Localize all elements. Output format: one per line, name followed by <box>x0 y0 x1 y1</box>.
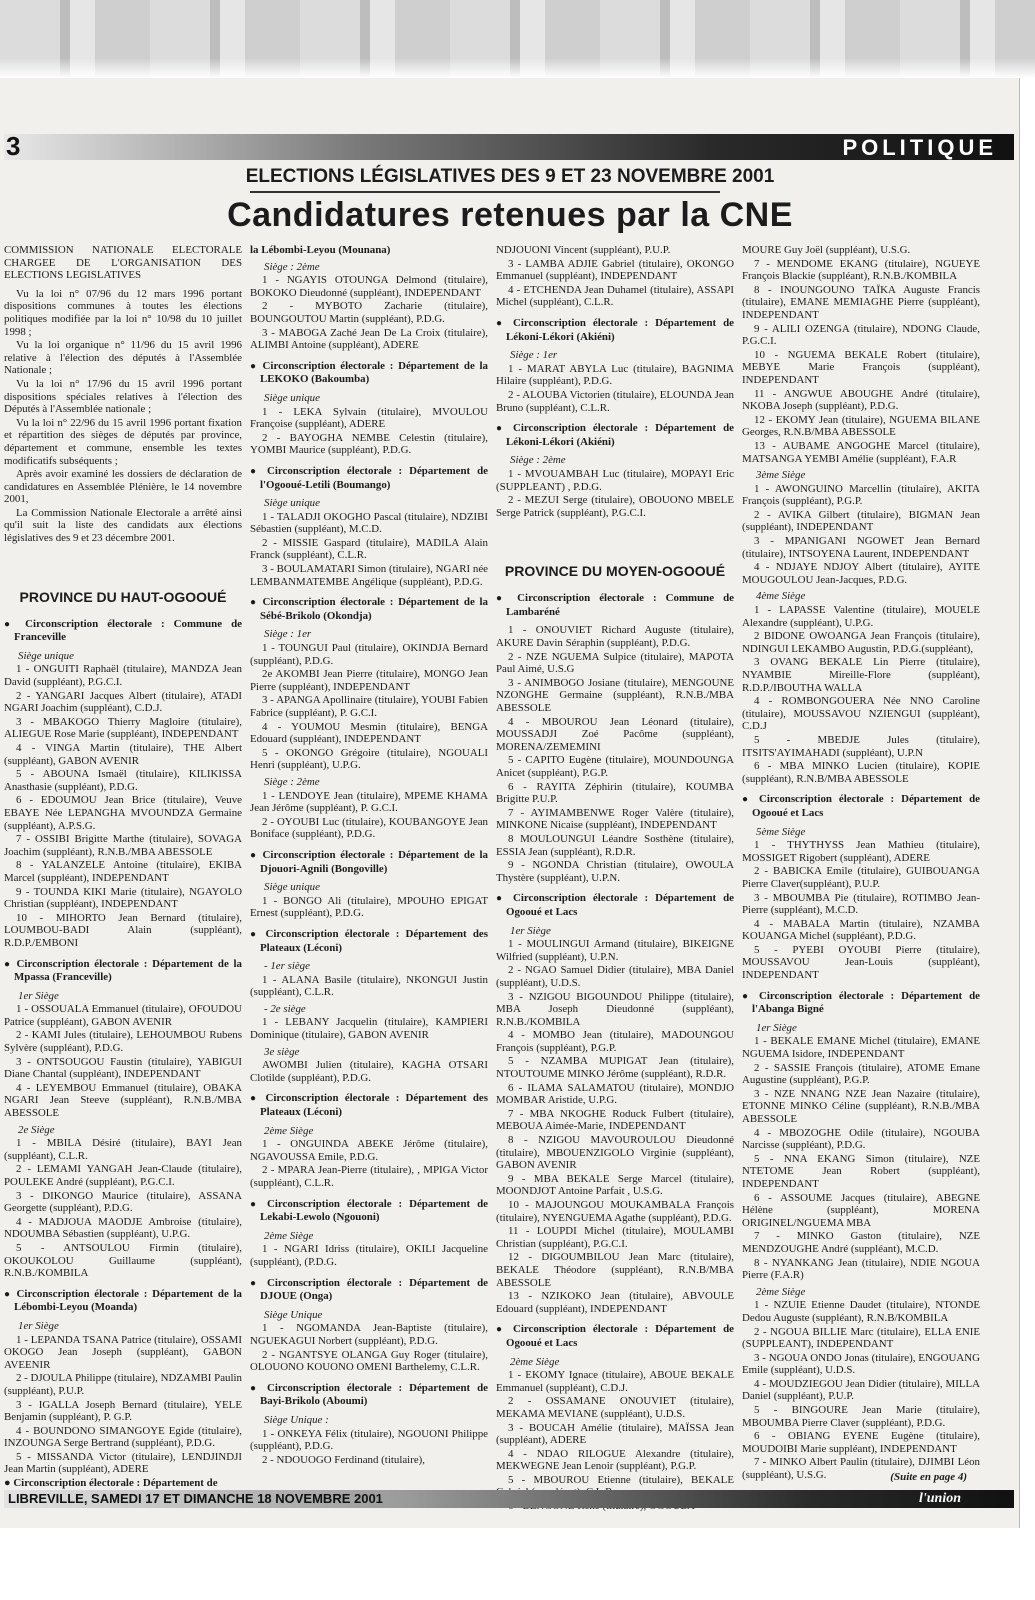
candidate-entry: 2 - NGOUA BILLIE Marc (titulaire), ELLA ENIE (SUPPLEANT), INDEPENDANT <box>742 1325 980 1351</box>
candidate-entry: 2 - ALOUBA Victorien (titulaire), ELOUNDA Jean Bruno (suppléant), C.L.R. <box>496 388 734 414</box>
column-3 <box>496 244 734 1486</box>
candidate-entry: 3 - ANIMBOGO Josiane (titulaire), MENGOUNE NZONGHE Germaine (suppléant), R.N.B./MBA ABESSOLE <box>496 676 734 715</box>
candidate-entry: 1 - NGAYIS OTOUNGA Delmond (titulaire), BOKOKO Dieudonné (suppléant), INDEPENDANT <box>250 274 488 299</box>
candidate-entry: 6 - ASSOUME Jacques (titulaire), ABEGNE Hélène (suppléant), MORENA ORIGINEL/NGUEMA MBA <box>742 1191 980 1229</box>
candidate-entry: 5 - BINGOURE Jean Marie (titulaire), MBOUMBA Pierre Claver (suppléant), P.D.G. <box>742 1404 980 1429</box>
circonscription-heading: ● Circonscription électorale : Département de la Mpassa (Franceville) <box>4 957 242 984</box>
candidate-entry: 1 - LEPANDA TSANA Patrice (titulaire), OSSAMI OKOGO Jean Joseph (suppléant), GABON AVEENIR <box>4 1333 242 1371</box>
candidate-entry: 10 - MIHORTO Jean Bernard (titulaire), LOUMBOU-BADI Alain (suppléant), R.D.P./EMBONI <box>4 911 242 949</box>
circonscription-heading: ● Circonscription électorale : Commune de Lambaréné <box>496 592 734 618</box>
siege-label: 2e Siège <box>18 1123 55 1136</box>
candidate-entry: 8 - YALANZELE Antoine (titulaire), EKIBA Marcel (suppléant), INDEPENDANT <box>4 859 242 884</box>
candidate-entry: 1 - LENDOYE Jean (titulaire), MPEME KHAMA Jean Jérôme (suppléant), P. G.C.I. <box>250 789 488 815</box>
siege-label: 2ème Siège <box>264 1229 314 1242</box>
siege-label: 3ème Siège <box>756 469 806 482</box>
candidate-entry: 4 - ROMBONGOUERA Née NNO Caroline (titulaire), MOUSSAVOU NZIENGUI (suppléant), C.D.J <box>742 695 980 733</box>
candidate-entry: 5 - MBOUROU Etienne (titulaire), BEKALE <box>508 1473 734 1486</box>
candidate-entry: 13 - NZIKOKO Jean (titulaire), ABVOULE Edouard (suppléant), INDEPENDANT <box>496 1290 734 1315</box>
candidate-entry: 4 - MOMBO Jean (titulaire), MADOUNGOU François (suppléant), P.G.P. <box>496 1029 734 1054</box>
column-2 <box>250 244 488 1466</box>
continued-heading-lead: la Lébombi-Leyou (Mounana) <box>250 244 391 256</box>
candidate-entry: 5 - CAPITO Eugène (titulaire), MOUNDOUNGA Anicet (suppléant), P.G.P. <box>496 754 734 779</box>
candidate-entry: 7 - MENDOME EKANG (titulaire), NGUEYE François Blackie (suppléant), R.N.B./KOMBILA <box>742 257 980 283</box>
kicker-rule <box>250 191 720 193</box>
siege-label: Siège : 2ème <box>264 775 320 788</box>
candidate-entry: 7 - MBA NKOGHE Roduck Fulbert (titulaire), MEBOUA Aimée-Marie, INDEPENDANT <box>496 1107 734 1133</box>
siege-label: Siège unique <box>264 497 320 510</box>
candidate-entry: 3 - MBAKOGO Thierry Magloire (titulaire), ALIEGUE Rose Marie (suppléant), INDEPENDANT <box>4 715 242 741</box>
candidate-entry: 2 - AVIKA Gilbert (titulaire), BIGMAN Jean (suppléant), INDEPENDANT <box>742 508 980 534</box>
circonscription-heading: ● Circonscription électorale : Département de DJOUE (Onga) <box>250 1276 488 1303</box>
intro-paragraph: Après avoir examiné les dossiers de déclaration de candidatures en Assemblée Plénière, le 14 novembre 2001, <box>4 468 242 506</box>
headline: Candidatures retenues par la CNE <box>227 196 793 234</box>
siege-label: - 2e siège <box>264 1002 306 1015</box>
kicker: ELECTIONS LÉGISLATIVES DES 9 ET 23 NOVEMBRE 2001 <box>245 166 775 187</box>
siege-label: Siège unique <box>264 391 320 404</box>
candidate-entry: 1 - LAPASSE Valentine (titulaire), MOUELE Alexandre (suppléant), U.P.G. <box>742 604 980 629</box>
candidate-entry: 5 - ABOUNA Ismaël (titulaire), KILIKISSA Anasthasie (suppléant), P.D.G. <box>4 768 242 793</box>
candidate-entry: 1 - LEKA Sylvain (titulaire), MVOULOU Françoise (suppléant), ADERE <box>250 405 488 431</box>
intro-heading: COMMISSION NATIONALE ELECTORALE CHARGEE DE L'ORGANISATION DES ELECTIONS LEGISLATIVES <box>4 244 242 282</box>
candidate-entry: 1 - BONGO Ali (titulaire), MPOUHO EPIGAT Ernest (suppléant), P.D.G. <box>250 894 488 920</box>
column-1 <box>4 244 242 1490</box>
candidate-entry: 3 - BOUCAH Amélie (titulaire), MAÏSSA Jean (suppléant), ADERE <box>496 1421 734 1447</box>
candidate-entry: 2 - YANGARI Jacques Albert (titulaire), ATADI NGARI Joachim (suppléant), C.D.J. <box>4 689 242 715</box>
candidate-entry: 1 - ONOUVIET Richard Auguste (titulaire), AKURE Davin Séraphin (suppléant), P.D.G. <box>496 624 734 650</box>
siege-label: 2ème Siège <box>264 1124 314 1137</box>
newspaper-page <box>0 78 1020 1528</box>
candidate-entry: 11 - LOUPDI Michel (titulaire), MOULAMBI Christian (suppléant), P.G.C.I. <box>496 1225 734 1250</box>
candidate-entry: 7 - AYIMAMBENWE Roger Valère (titulaire), MINKONE Nicaise (suppléant), INDEPENDANT <box>496 806 734 832</box>
candidate-entry: 4 - MABALA Martin (titulaire), NZAMBA KOUANGA Michel (suppléant), P.D.G. <box>742 917 980 943</box>
candidate-entry: 1 - NGARI Idriss (titulaire), OKILI Jacqueline (suppléant), (P.D.G. <box>250 1243 488 1268</box>
siege-label: Siège : 1er <box>510 349 558 362</box>
candidate-entry: 8 - NYANKANG Jean (titulaire), NDIE NGOUA Pierre (F.A.R) <box>742 1256 980 1282</box>
siege-label: 4ème Siège <box>756 590 806 603</box>
candidate-entry: 8 - INOUNGOUNO TAÏKA Auguste Francis (titulaire), EMANE MEMIAGHE Pierre (suppléant), INDEPENDANT <box>742 283 980 321</box>
candidate-entry: 4 - MOUDZIEGOU Jean Didier (titulaire), MILLA Daniel (suppléant), P.U.P. <box>742 1377 980 1403</box>
page-top-backdrop <box>0 0 1035 78</box>
candidate-entry: 8 MOULOUNGUI Léandre Sosthène (titulaire), ESSIA Jean (suppléant), R.D.R. <box>496 832 734 858</box>
candidate-entry: 3 - NZE NNANG NZE Jean Nazaire (titulaire), ETONNE MINKO Céline (suppléant), R.N.B./MBA ABESSOLE <box>742 1087 980 1125</box>
candidate-entry: 3 - DIKONGO Maurice (titulaire), ASSANA Georgette (suppléant), P.D.G. <box>4 1189 242 1215</box>
candidate-entry: AWOMBI Julien (titulaire), KAGHA OTSARI Clotilde (suppléant), P.D.G. <box>250 1059 488 1084</box>
candidate-entry: 1 - ONGUITI Raphaël (titulaire), MANDZA Jean David (suppléant), P.G.C.I. <box>4 663 242 689</box>
candidate-entry: 6 - RAYITA Zéphirin (titulaire), KOUMBA Brigitte P.U.P. <box>496 780 734 806</box>
candidate-entry: 1 - MARAT ABYLA Luc (titulaire), BAGNIMA Hilaire (suppléant), P.D.G. <box>496 362 734 388</box>
candidate-entry: 3 - MBOUMBA Pie (titulaire), ROTIMBO Jean-Pierre (suppléant), M.C.D. <box>742 891 980 917</box>
candidate-entry: 1 - EKOMY Ignace (titulaire), ABOUE BEKALE Emmanuel (suppléant), C.D.J. <box>496 1369 734 1394</box>
candidate-entry: 3 OVANG BEKALE Lin Pierre (titulaire), NYAMBIE Mireille-Flore (suppléant), R.D.P./IBOUTHA WALLA <box>742 656 980 694</box>
candidate-entry: 1 - NZUIE Etienne Daudet (titulaire), NTONDE Dedou Auguste (suppléant), R.N.B/KOMBILA <box>742 1299 980 1324</box>
candidate-entry: 4 - MBOUROU Jean Léonard (titulaire), MOUSSADJI Zoé Pacôme (suppléant), MORENA/ZEMEMINI <box>496 715 734 753</box>
candidate-entry: 3 - NZIGOU BIGOUNDOU Philippe (titulaire), MBA Joseph Dieudonné (suppléant), R.N.B./KOMBILA <box>496 990 734 1028</box>
siege-label: Siège : 2ème <box>264 260 320 273</box>
circonscription-heading: ● Circonscription électorale : Département de l'Ogooué-Letili (Boumango) <box>250 464 488 491</box>
candidate-entry: 7 - OSSIBI Brigitte Marthe (titulaire), SOVAGA Joachim (suppléant), R.N.B./MBA ABESSOLE <box>4 833 242 858</box>
candidate-entry: 1 - MOULINGUI Armand (titulaire), BIKEIGNE Wilfried (suppléant), U.P.N. <box>496 938 734 963</box>
siege-label: Siège Unique : <box>264 1413 329 1426</box>
candidate-entry: 12 - EKOMY Jean (titulaire), NGUEMA BILANE Georges, R.N.B/MBA ABESSOLE <box>742 413 980 439</box>
candidate-entry: 3 - BOULAMATARI Simon (titulaire), NGARI née LEMBANMATEMBE Angélique (suppléant), P.D.G. <box>250 563 488 588</box>
candidate-entry: 11 - ANGWUE ABOUGHE André (titulaire), NKOBA Joseph (suppléant), P.D.G. <box>742 387 980 413</box>
siege-label: 3e siège <box>264 1045 300 1058</box>
circonscription-heading: ● Circonscription électorale : Commune de Franceville <box>4 617 242 644</box>
candidate-entry: 5 - OKONGO Grégoire (titulaire), NGOUALI Henri (suppléant), U.P.G. <box>250 746 488 772</box>
candidate-entry: 2 - MISSIE Gaspard (titulaire), MADILA Alain Franck (suppléant), C.L.R. <box>250 536 488 562</box>
candidate-entry: 4 - BOUNDONO SIMANGOYE Egide (titulaire), INZOUNGA Serge Bertrand (suppléant), P.D.G. <box>4 1424 242 1450</box>
candidate-entry: 2 BIDONE OWOANGA Jean François (titulaire), NDINGUI LEKAMBO Augustin, P.D.G.(suppléant), <box>742 630 980 655</box>
candidate-entry: 2 - MPARA Jean-Pierre (titulaire), , MPIGA Victor (suppléant), C.L.R. <box>250 1164 488 1189</box>
intro-text <box>4 288 242 545</box>
candidate-entry: 10 - NGUEMA BEKALE Robert (titulaire), MEBYE Marie François (suppléant), INDEPENDANT <box>742 348 980 386</box>
candidate-entry: 7 - MINKO Gaston (titulaire), NZE MENDZOUGHE André (suppléant), M.C.D. <box>742 1230 980 1255</box>
candidate-entry: 1 - MVOUAMBAH Luc (titulaire), MOPAYI Eric (SUPPLEANT) , P.D.G. <box>496 467 734 493</box>
circonscription-heading: ● Circonscription électorale : Département de la Djouori-Agnili (Bongoville) <box>250 848 488 875</box>
siege-label: 5ème Siège <box>756 825 806 838</box>
candidate-entry: 12 - DIGOUMBILOU Jean Marc (titulaire), BEKALE Théodore (suppléant), R.N.B/MBA ABESSOLE <box>496 1251 734 1289</box>
section-label: POLITIQUE <box>842 135 997 160</box>
siege-label: - 1er siège <box>264 960 310 973</box>
siege-label: Siège Unique <box>264 1308 323 1321</box>
siege-label: 1er Siège <box>18 1319 59 1332</box>
candidate-entry: 2 - DJOULA Philippe (titulaire), NDZAMBI Paulin (suppléant), P.U.P. <box>4 1372 242 1397</box>
candidate-entry: 2 - NZE NGUEMA Sulpice (titulaire), MAPOTA Paul Aimé, U.S.G <box>496 650 734 676</box>
circonscription-heading: ● Circonscription électorale : Département des Plateaux (Léconi) <box>250 927 488 954</box>
candidate-entry: 1 - BEKALE EMANE Michel (titulaire), EMANE NGUEMA Isidore, INDEPENDANT <box>742 1035 980 1061</box>
page-number: 3 <box>6 131 21 161</box>
candidate-entry: 2 - BABICKA Emile (titulaire), GUIBOUANGA Pierre Claver(suppléant), P.U.P. <box>742 865 980 890</box>
candidate-entry: 7 - MINKO Albert Paulin (titulaire), DJIMBI Léon (suppléant), U.S.G. <box>742 1456 980 1482</box>
candidate-entry: 10 - MAJOUNGOU MOUKAMBALA François (titulaire), NYENGUEMA Agathe (suppléant), P.D.G. <box>496 1199 734 1224</box>
province-heading: PROVINCE DU MOYEN-OGOOUÉ <box>504 563 726 580</box>
candidate-entry: 3 - LAMBA ADJIE Gabriel (titulaire), OKONGO Emmanuel (suppléant), INDEPENDANT <box>496 257 734 283</box>
candidate-entry: 4 - NDJAYE NDJOY Albert (titulaire), AYITE MOUGOULOU Jean-Jacques, P.D.G. <box>742 561 980 586</box>
candidate-entry: 9 - ALILI OZENGA (titulaire), NDONG Claude, P.G.C.I. <box>742 322 980 348</box>
candidate-entry: 5 - MBEDJE Jules (titulaire), ITSITS'AYIMAHADI (suppléant), U.P.N <box>742 733 980 759</box>
candidate-entry: 4 - VINGA Martin (titulaire), THE Albert (suppléant), GABON AVENIR <box>4 742 242 767</box>
siege-label: Siège : 2ème <box>510 454 566 467</box>
candidate-entry: 5 - NZAMBA MUPIGAT Jean (titulaire), NTOUTOUME MINKO Jérôme (suppléant), R.D.R. <box>496 1055 734 1081</box>
candidate-entry: 5 - PYEBI OYOUBI Pierre (titulaire), MOUSSAVOU Jean-Louis (suppléant), INDEPENDANT <box>742 943 980 982</box>
candidate-entry: 2 - BAYOGHA NEMBE Celestin (titulaire), YOMBI Maurice (suppléant), P.D.G. <box>250 431 488 457</box>
intro-paragraph: Vu la loi organique n° 11/96 du 15 avril 1996 relative à l'élection des députés à l'Assemblée Nationale ; <box>4 339 242 377</box>
candidate-entry: 2 - OYOUBI Luc (titulaire), KOUBANGOYE Jean Boniface (suppléant), P.D.G. <box>250 815 488 841</box>
circonscription-heading: ● Circonscription électorale : Département de la Lébombi-Leyou (Moanda) <box>4 1287 242 1314</box>
circonscription-heading: ● Circonscription électorale : Département de Lekabi-Lewolo (Ngouoni) <box>250 1197 488 1224</box>
circonscription-heading: ● Circonscription électorale : Département de Bayi-Brikolo (Aboumi) <box>250 1381 488 1408</box>
siege-label: 1er Siège <box>756 1021 797 1034</box>
candidate-entry: 6 - EDOUMOU Jean Brice (titulaire), Veuve EBAYE Née LEPANGHA MVOUNDZA Germaine (suppléant), A.P.S.G. <box>4 794 242 832</box>
footer-brand: l'union <box>918 1491 961 1506</box>
candidate-entry: 3 - IGALLA Joseph Bernard (titulaire), YELE Benjamin (suppléant), P. G.P. <box>4 1398 242 1424</box>
candidate-entry: 1 - ALANA Basile (titulaire), NKONGUI Justin (suppléant), C.L.R. <box>250 973 488 999</box>
candidate-entry: 3 - ONTSOUGOU Faustin (titulaire), YABIGUI Diane Chantal (suppléant), INDEPENDANT <box>4 1055 242 1081</box>
candidate-entry: 13 - AUBAME ANGOGHE Marcel (titulaire), MATSANGA YEMBI Amélie (suppléant), F.A.R <box>742 439 980 465</box>
intro-paragraph: Vu la loi n° 07/96 du 12 mars 1996 portant dispositions communes à toutes les élections politiques modifiée par la loi n° 10/98 du 10 juillet 1998 ; <box>4 287 242 338</box>
candidate-entry: 9 - TOUNDA KIKI Marie (titulaire), NGAYOLO Christian (suppléant), INDEPENDANT <box>4 885 242 911</box>
candidate-entry: 2 - SASSIE François (titulaire), ATOME Emane Augustine (suppléant), P.G.P. <box>742 1061 980 1087</box>
candidate-entry: 1 - NGOMANDA Jean-Baptiste (titulaire), NGUEKAGUI Norbert (suppléant), P.D.G. <box>250 1322 488 1347</box>
candidate-entry: 2 - KAMI Jules (titulaire), LEHOUMBOU Rubens Sylvère (suppléant), P.D.G. <box>4 1029 242 1055</box>
circonscription-heading: ● Circonscription électorale : Département de Ogooué et Lacs <box>742 793 980 819</box>
candidate-entry: 2 - OSSAMANE ONOUVIET (titulaire), MEKAMA MEVIANE (suppléant), U.D.S. <box>496 1395 734 1420</box>
candidate-entry: 1 - OSSOUALA Emmanuel (titulaire), OFOUDOU Patrice (suppléant), GABON AVENIR <box>4 1003 242 1028</box>
candidate-entry: 6 - MBA MINKO Lucien (titulaire), KOPIE (suppléant), R.N.B/MBA ABESSOLE <box>742 760 980 785</box>
siege-label: 1er Siège <box>510 924 551 937</box>
candidate-entry: 1 - LEBANY Jacquelin (titulaire), KAMPIERI Dominique (titulaire), GABON AVENIR <box>250 1016 488 1042</box>
continued-note: (Suite en page 4) <box>890 1471 967 1483</box>
siege-label: 2ème Siège <box>510 1355 560 1368</box>
footer-date: LIBREVILLE, SAMEDI 17 ET DIMANCHE 18 NOVEMBRE 2001 <box>8 1491 383 1506</box>
continued-heading: ● Circonscription électorale : Département de <box>4 1477 218 1490</box>
candidate-entry: 4 - LEYEMBOU Emmanuel (titulaire), OBAKA NGARI Jean Steeve (suppléant), R.N.B./MBA ABESSOLE <box>4 1081 242 1120</box>
candidate-entry: 5 - NNA EKANG Simon (titulaire), NZE NTETOME Jean Robert (suppléant), INDEPENDANT <box>742 1152 980 1190</box>
candidate-entry: 3 - NGOUA ONDO Jonas (titulaire), ENGOUANG Emile (suppléant), U.D.S. <box>742 1351 980 1377</box>
intro-paragraph: La Commission Nationale Electorale a arrêté ainsi qu'il suit la liste des candidats aux élections législatives des 9 et 23 décembre 2001. <box>4 506 242 545</box>
candidate-entry: 8 - NZIGOU MAVOUROULOU Dieudonné (titulaire), MBOUENZIGOLO Virginie (suppléant), GABON AVENIR <box>496 1134 734 1172</box>
candidate-entry: 4 - YOUMOU Mesmin (titulaire), BENGA Edouard (suppléant), INDEPENDANT <box>250 720 488 746</box>
candidate-entry: 4 - ETCHENDA Jean Duhamel (titulaire), ASSAPI Michel (suppléant), C.L.R. <box>496 283 734 309</box>
siege-label: 1er Siège <box>18 989 59 1002</box>
siege-label: Siège : 1er <box>264 628 312 641</box>
candidate-entry: 4 - NDAO RILOGUE Alexandre (titulaire), MEKWEGNE Jean Lenoir (suppléant), P.G.P. <box>496 1447 734 1473</box>
candidate-entry: 2 - MEZUI Serge (titulaire), OBOUONO MBELE Serge Patrick (suppléant), P.G.C.I. <box>496 494 734 519</box>
candidate-entry: NDJOUONI Vincent (suppléant), P.U.P. <box>496 244 671 256</box>
circonscription-heading: ● Circonscription électorale : Département de l'Abanga Bigné <box>742 989 980 1016</box>
candidate-entry: 1 - AWONGUINO Marcellin (titulaire), AKITA François (suppléant), P.G.P. <box>742 482 980 508</box>
circonscription-heading: ● Circonscription électorale : Département de Ogooué et Lacs <box>496 1323 734 1349</box>
candidate-entry: 1 - ONGUINDA ABEKE Jérôme (titulaire), NGAVOUSSA Emile, P.D.G. <box>250 1138 488 1163</box>
circonscription-heading: ● Circonscription électorale : Département de la LEKOKO (Bakoumba) <box>250 359 488 386</box>
circonscription-heading: ● Circonscription électorale : Département de Lékoni-Lékori (Akiéni) <box>496 316 734 343</box>
candidate-entry: 6 - OBIANG EYENE Eugène (titulaire), MOUDOIBI Marie suppléant), INDEPENDANT <box>742 1430 980 1455</box>
candidate-entry: 1 - TOUNGUI Paul (titulaire), OKINDJA Bernard (suppléant), P.D.G. <box>250 642 488 667</box>
candidate-entry: 5 - ANTSOULOU Firmin (titulaire), OKOUKOLOU Guillaume (suppléant), R.N.B./KOMBILA <box>4 1241 242 1280</box>
candidate-entry: 2 - NGAO Samuel Didier (titulaire), MBA Daniel (suppléant), U.D.S. <box>496 964 734 989</box>
province-heading: PROVINCE DU HAUT-OGOOUÉ <box>19 588 227 605</box>
candidate-entry: 6 - ILAMA SALAMATOU (titulaire), MONDJO MOMBAR Aristide, U.P.G. <box>496 1081 734 1107</box>
candidate-entry: 3 - MPANIGANI NGOWET Jean Bernard (titulaire), INTSOYENA Laurent, INDEPENDANT <box>742 535 980 560</box>
candidate-entry: 2 - LEMAMI YANGAH Jean-Claude (titulaire), POULEKE André (suppléant), P.G.C.I. <box>4 1163 242 1188</box>
candidate-entry: 5 - MISSANDA Victor (titulaire), LENDJINDJI Jean Martin (suppléant), ADERE <box>4 1450 242 1476</box>
intro-paragraph: Vu la loi n° 17/96 du 15 avril 1996 portant dispositions spéciales relatives à l'élection des Députés à l'Assemblée nationale ; <box>4 377 242 416</box>
candidate-entry: 3 - APANGA Apollinaire (titulaire), YOUBI Fabien Fabrice (suppléant), P. G.C.I. <box>250 694 488 719</box>
circonscription-heading: ● Circonscription électorale : Département de Lékoni-Lékori (Akiéni) <box>496 422 734 448</box>
circonscription-heading: ● Circonscription électorale : Département des Plateaux (Léconi) <box>250 1092 488 1119</box>
candidate-entry: 4 - MBOZOGHE Odile (titulaire), NGOUBA Narcisse (suppléant), P.D.G. <box>742 1126 980 1152</box>
circonscription-heading: ● Circonscription électorale : Département de Ogooué et Lacs <box>496 892 734 918</box>
candidate-entry: 1 - ONKEYA Félix (titulaire), NGOUONI Philippe (suppléant), P.D.G. <box>250 1427 488 1453</box>
siege-label: 2ème Siège <box>756 1285 806 1298</box>
siege-label: Siège unique <box>18 649 74 662</box>
siege-label: Siège unique <box>264 881 320 894</box>
candidate-entry: 2 - NDOUOGO Ferdinand (titulaire), <box>262 1453 426 1466</box>
candidate-entry: MOURE Guy Joël (suppléant), U.S.G. <box>742 244 911 256</box>
circonscription-heading: ● Circonscription électorale : Département de la Sébé-Brikolo (Okondja) <box>250 596 488 622</box>
candidate-entry: 2 - NGANTSYE OLANGA Guy Roger (titulaire), OLOUONO KOUONO OMENI Barthelemy, C.L.R. <box>250 1348 488 1374</box>
candidate-entry: 9 - NGONDA Christian (titulaire), OWOULA Thystère (suppléant), U.P.N. <box>496 859 734 884</box>
candidate-entry: 1 - TALADJI OKOGHO Pascal (titulaire), NDZIBI Sébastien (suppléant), M.C.D. <box>250 510 488 536</box>
candidate-entry: 4 - MADJOUA MAODJE Ambroise (titulaire), NDOUMBA Sébastien (suppléant), U.P.G. <box>4 1215 242 1241</box>
candidate-entry: 3 - MABOGA Zaché Jean De La Croix (titulaire), ALIMBI Antoine (suppléant), ADERE <box>250 326 488 352</box>
candidate-entry: 9 - MBA BEKALE Serge Marcel (titulaire), MOONDJOT Antoine Parfait , U.S.G. <box>496 1172 734 1198</box>
intro-paragraph: Vu la loi n° 22/96 du 15 avril 1996 portant fixation et répartition des sièges de députés par province, département et commune, ensemble les textes modificatifs subséquents ; <box>4 416 242 467</box>
candidate-entry: 1 - MBILA Désiré (titulaire), BAYI Jean (suppléant), C.L.R. <box>4 1137 242 1162</box>
candidate-entry: 2e AKOMBI Jean Pierre (titulaire), MONGO Jean Pierre (suppléant), INDEPENDANT <box>250 668 488 693</box>
candidate-entry: 1 - THYTHYSS Jean Mathieu (titulaire), MOSSIGET Rigobert (suppléant), ADERE <box>742 839 980 864</box>
candidate-entry: 2 - MYBOTO Zacharie (titulaire), BOUNGOUTOU Martin (suppléant), P.D.G. <box>250 300 488 325</box>
